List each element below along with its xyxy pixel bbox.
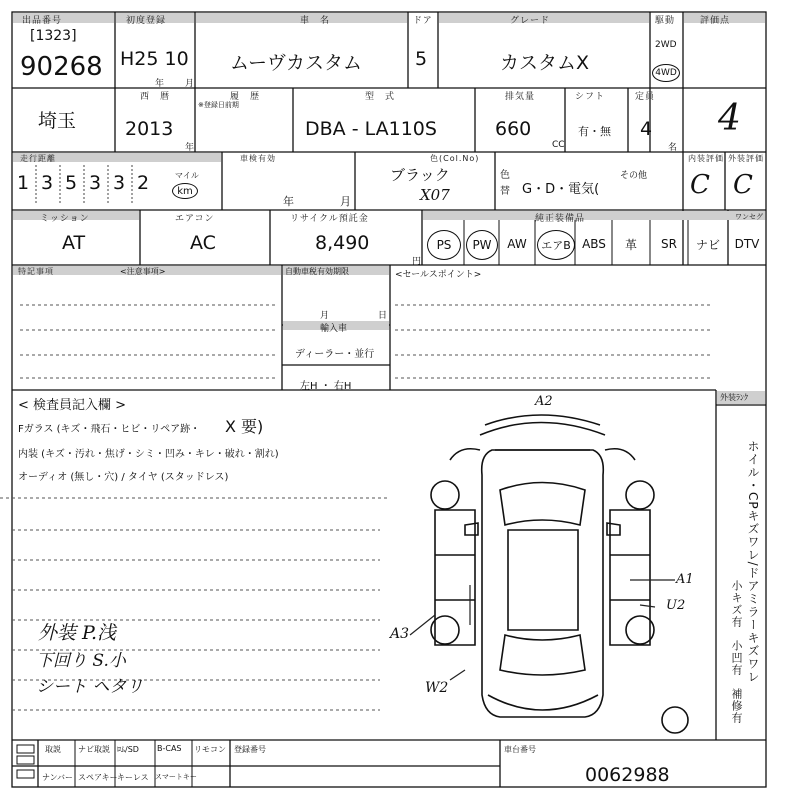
displacement-value: 660 bbox=[495, 118, 532, 140]
capacity-label: 定員 bbox=[635, 92, 656, 102]
lot-bracket: [1323] bbox=[30, 28, 77, 44]
footer-item-remote: リモコン bbox=[194, 745, 226, 754]
drive-2wd: 2WD bbox=[655, 40, 677, 50]
ownership: 有・無 bbox=[578, 125, 611, 138]
inspector-title: < 検査員記入欄 > bbox=[18, 398, 127, 413]
exterior-score-label: 外装評価 bbox=[728, 154, 764, 163]
car-name-label: 車 名 bbox=[300, 16, 331, 26]
shift-label: シフト bbox=[575, 92, 606, 102]
model-label: 型 式 bbox=[365, 92, 396, 102]
mark-bottom-w2: W2 bbox=[425, 680, 449, 696]
overall-score: 4 bbox=[718, 98, 741, 139]
doors-label: ドア bbox=[413, 16, 433, 26]
year-ad-unit: 年 bbox=[185, 143, 195, 153]
registration-number-label: 登録番号 bbox=[234, 745, 266, 754]
prefecture: 埼玉 bbox=[38, 110, 77, 132]
inspection-label: 車検有効 bbox=[240, 154, 276, 163]
first-reg-value: H25 10 bbox=[120, 48, 189, 70]
year-ad: 2013 bbox=[125, 118, 174, 140]
first-reg-month-unit: 月 bbox=[185, 79, 195, 89]
mark-front-a2: A2 bbox=[535, 394, 553, 409]
footer-item-number: ナンバー bbox=[42, 773, 74, 782]
handwritten-note-1: 外装 P.浅 bbox=[38, 622, 117, 644]
drive-label: 駆動 bbox=[655, 16, 676, 26]
side-panel-text-2: 小キズ有 小凹有 補修有 bbox=[730, 580, 743, 724]
mileage-mile-unit: マイル bbox=[175, 171, 199, 180]
audio-tire-line: オーディオ (無し・穴) / タイヤ (スタッドレス) bbox=[18, 472, 229, 483]
cc-unit: CC bbox=[552, 140, 565, 150]
aircon-value: AC bbox=[190, 232, 216, 254]
mission-label: ミッション bbox=[40, 214, 90, 224]
history-label: 履 歴 bbox=[230, 92, 261, 102]
equipment-navi: ナビ bbox=[695, 237, 720, 252]
validity-label: 自動車税有効期限 bbox=[285, 267, 349, 276]
doors-value: 5 bbox=[415, 48, 428, 70]
handwritten-note-2: 下回り S.小 bbox=[36, 651, 126, 671]
color-swap-label: 色替 bbox=[500, 170, 510, 197]
mileage-digit: 3 bbox=[41, 172, 54, 194]
score-label: 評価点 bbox=[700, 16, 731, 26]
chassis-number: 0062988 bbox=[585, 764, 670, 786]
dealer-label: ディーラー・並行 bbox=[295, 349, 375, 360]
footer-item-manual: 取説 bbox=[45, 745, 61, 754]
footer-item-bcas: B-CAS bbox=[157, 744, 182, 753]
side-panel-text-1: ホイル・CPキズワレ/ドアミラーキズワレ bbox=[746, 440, 760, 684]
aircon-label: エアコン bbox=[175, 214, 215, 224]
footer-item-navi-manual: ナビ取説 bbox=[78, 745, 110, 754]
color-swap-options: G・D・電気( bbox=[522, 182, 600, 197]
drive-4wd-circled: 4WD bbox=[652, 64, 680, 82]
grade-label: グレード bbox=[510, 16, 551, 26]
mission-value: AT bbox=[62, 232, 86, 254]
displacement-label: 排気量 bbox=[505, 92, 536, 102]
fglass-mark: X 要) bbox=[225, 417, 264, 436]
notice-label: <注意事項> bbox=[120, 267, 166, 276]
import-label: 輸入車 bbox=[320, 324, 348, 334]
capacity-value: 4 bbox=[640, 118, 653, 140]
footer-item-smart-key: スマートキー bbox=[155, 773, 197, 781]
equipment-aw: AW bbox=[507, 237, 527, 251]
fglass-line: Fガラス (キズ・飛石・ヒビ・リペア跡・ bbox=[18, 424, 201, 435]
color-code: X07 bbox=[420, 186, 450, 204]
interior-line: 内装 (キズ・汚れ・焦げ・シミ・凹み・キレ・破れ・割れ) bbox=[18, 449, 279, 460]
mark-left-a3: A3 bbox=[390, 626, 410, 642]
mileage-digit: 3 bbox=[113, 172, 126, 194]
lot-label: 出品番号 bbox=[22, 16, 63, 26]
exterior-score: C bbox=[733, 170, 753, 200]
interior-score: C bbox=[690, 170, 710, 200]
validity-day: 日 bbox=[378, 311, 388, 321]
mileage-label: 走行距離 bbox=[20, 154, 56, 163]
history-note: ※登録日前期 bbox=[198, 101, 239, 109]
footer-item-rom-sd: ﾛﾑ/SD bbox=[117, 745, 139, 754]
equipment-pw-circled: PW bbox=[466, 230, 498, 260]
footer-item-spare-key: スペアキー bbox=[78, 773, 118, 782]
equipment-abs: ABS bbox=[582, 237, 606, 251]
mileage-digit: 3 bbox=[89, 172, 102, 194]
equipment-airbag-circled: エアB bbox=[537, 230, 575, 260]
handwritten-note-3: シート ヘタリ bbox=[36, 677, 144, 697]
equipment-dtv: DTV bbox=[734, 237, 760, 251]
special-label: 特記事項 bbox=[18, 267, 54, 276]
first-reg-label: 初度登録 bbox=[126, 16, 167, 26]
chassis-number-label: 車台番号 bbox=[504, 745, 536, 754]
color-swap-other: その他 bbox=[620, 171, 648, 181]
lot-number: 90268 bbox=[20, 52, 103, 82]
mileage-digit: 2 bbox=[137, 172, 150, 194]
yen-unit: 円 bbox=[412, 257, 422, 267]
recycle-label: リサイクル預託金 bbox=[290, 214, 369, 224]
equipment-label: 純正装備品 bbox=[535, 214, 586, 224]
car-name: ムーヴカスタム bbox=[230, 52, 363, 74]
interior-score-label: 内装評価 bbox=[688, 154, 724, 163]
mileage-digit: 1 bbox=[17, 172, 30, 194]
tv-label: ワンセグ bbox=[735, 213, 763, 221]
capacity-unit: 名 bbox=[668, 143, 678, 153]
color-name: ブラック bbox=[390, 166, 450, 184]
sales-point-label: <セールスポイント> bbox=[395, 270, 482, 280]
mark-right-a1: A1 bbox=[676, 572, 694, 587]
color-label: 色(Col.No) bbox=[430, 154, 480, 163]
recycle-value: 8,490 bbox=[315, 232, 370, 254]
model-code: DBA - LA110S bbox=[305, 118, 437, 140]
first-reg-year-unit: 年 bbox=[155, 79, 165, 89]
equipment-ps-circled: PS bbox=[427, 230, 461, 260]
validity-month: 月 bbox=[320, 311, 330, 321]
side-panel-header: 外装ﾗﾝｸ bbox=[720, 393, 748, 402]
footer-item-keyless: キーレス bbox=[117, 773, 149, 782]
mark-right-u2: U2 bbox=[666, 598, 686, 613]
mileage-km-circled: km bbox=[172, 183, 198, 199]
inspection-year-unit: 年 bbox=[283, 195, 294, 208]
equipment-leather: 革 bbox=[624, 237, 637, 252]
seireki-label: 西 暦 bbox=[140, 92, 171, 102]
equipment-sr: SR bbox=[661, 237, 677, 251]
handle-label: 左H ・ 右H bbox=[300, 381, 352, 392]
mileage-digit: 5 bbox=[65, 172, 78, 194]
inspection-month-unit: 月 bbox=[340, 195, 351, 208]
grade-value: カスタムX bbox=[500, 52, 590, 74]
